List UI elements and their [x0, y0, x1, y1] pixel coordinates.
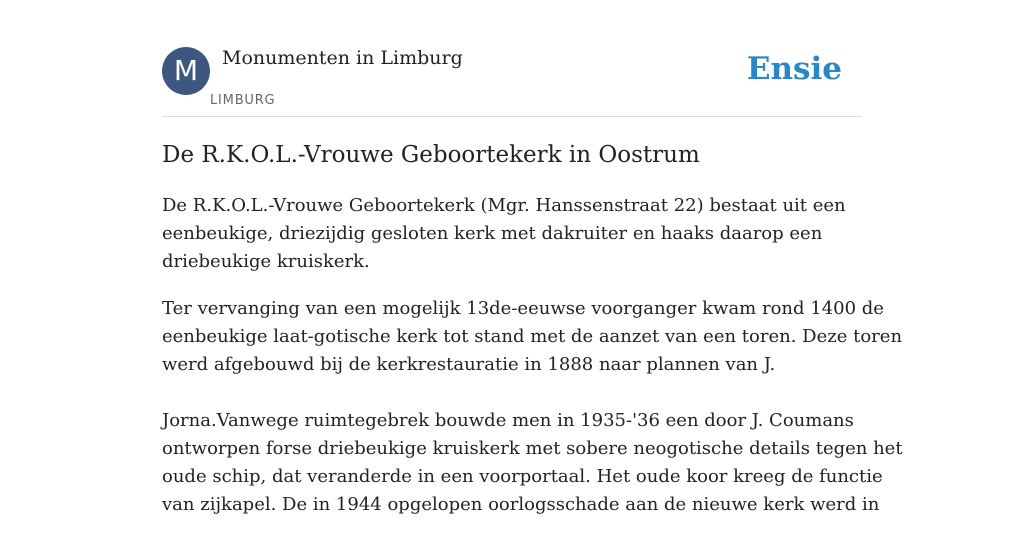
paragraph-line: Jorna.Vanwege ruimtegebrek bouwde men in 1935-'36 een door J. Coumans — [162, 410, 854, 431]
source-title-link[interactable]: Monumenten in Limburg — [222, 47, 463, 69]
source-avatar[interactable]: M — [162, 47, 210, 95]
article-paragraph-2 — [162, 295, 903, 379]
article-body — [162, 192, 903, 538]
article-title: De R.K.O.L.-Vrouwe Geboortekerk in Oostrum — [162, 142, 700, 168]
paragraph-line: Ter vervanging van een mogelijk 13de-eeuwse voorganger kwam rond 1400 de — [162, 298, 884, 319]
paragraph-line: oude schip, dat veranderde in een voorportaal. Het oude koor kreeg de functie — [162, 466, 883, 487]
paragraph-line: van zijkapel. De in 1944 opgelopen oorlogsschade aan de nieuwe kerk werd in — [162, 494, 880, 515]
paragraph-line: De R.K.O.L.-Vrouwe Geboortekerk (Mgr. Hanssenstraat 22) bestaat uit een — [162, 195, 846, 216]
paragraph-line: werd afgebouwd bij de kerkrestauratie in 1888 naar plannen van J. — [162, 354, 776, 375]
paragraph-line: eenbeukige, driezijdig gesloten kerk met dakruiter en haaks daarop een — [162, 223, 823, 244]
source-header — [162, 0, 862, 117]
source-category-label[interactable]: LIMBURG — [210, 93, 276, 108]
paragraph-line: ontworpen forse driebeukige kruiskerk met sobere neogotische details tegen het — [162, 438, 903, 459]
article-paragraph-3 — [162, 407, 903, 519]
article-paragraph-1 — [162, 192, 862, 276]
page-container — [162, 0, 903, 515]
paragraph-line: driebeukige kruiskerk. — [162, 251, 370, 272]
paragraph-line: eenbeukige laat-gotische kerk tot stand met de aanzet van een toren. Deze toren — [162, 326, 903, 347]
ensie-logo[interactable]: Ensie — [746, 51, 842, 87]
